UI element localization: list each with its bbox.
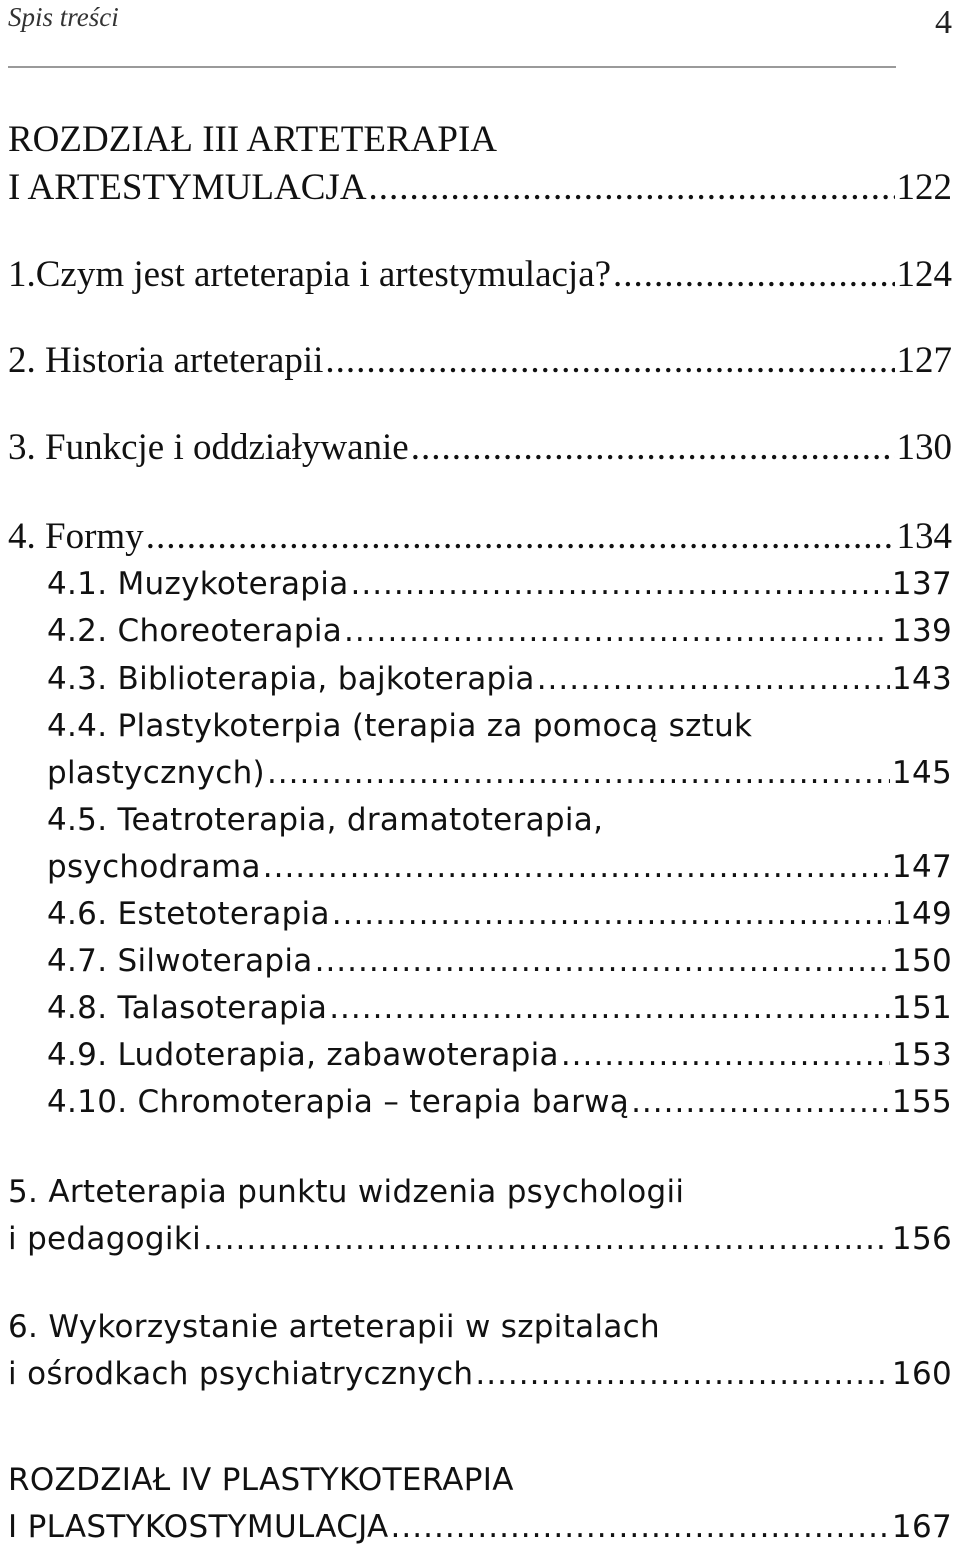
toc-entry-2[interactable] — [8, 338, 952, 384]
toc-entry-text: i pedagogiki — [8, 1221, 201, 1257]
leader-dots — [332, 891, 890, 937]
running-header-title: Spis treści — [8, 2, 119, 32]
toc-entry-text: plastycznych) — [47, 755, 265, 791]
toc-entry-text: 4.1. Muzykoterapia — [47, 566, 349, 602]
leader-dots — [344, 608, 890, 654]
toc-entry-4-9[interactable] — [47, 1032, 952, 1078]
toc-entry-page: 143 — [891, 661, 952, 697]
leader-dots — [391, 1504, 890, 1550]
toc-entry-3[interactable] — [8, 425, 952, 471]
page-header — [8, 0, 952, 66]
chapter-3-title: ROZDZIAŁ III ARTETERAPIA — [8, 119, 497, 160]
leader-dots — [631, 1079, 890, 1125]
toc-entry-page: 130 — [896, 427, 952, 468]
toc-entry-4-5-title: 4.5. Teatroterapia, dramatoterapia, — [47, 802, 604, 838]
toc-entry-page: 124 — [896, 254, 952, 295]
leader-dots — [537, 656, 890, 702]
toc-entry-6-title: 6. Wykorzystanie arteterapii w szpitalach — [8, 1309, 660, 1345]
toc-entry-4-2[interactable] — [47, 608, 952, 654]
toc-entry-4-5[interactable] — [47, 844, 952, 890]
leader-dots — [411, 425, 895, 471]
toc-entry-text: 4.8. Talasoterapia — [47, 990, 328, 1026]
toc-entry-4-6[interactable] — [47, 891, 952, 937]
toc-entry-page: 139 — [891, 613, 952, 649]
toc-entry-text: 1.Czym jest arteterapia i artestymulacja? — [8, 254, 612, 295]
toc-entry-page: 137 — [891, 566, 952, 602]
toc-entry-text: 2. Historia arteterapii — [8, 340, 324, 381]
leader-dots — [325, 338, 894, 384]
leader-dots — [475, 1351, 890, 1397]
toc-entry-5[interactable] — [8, 1216, 952, 1262]
toc-entry-page: 127 — [896, 340, 952, 381]
toc-entry-page: 160 — [891, 1356, 952, 1392]
toc-entry-6[interactable] — [8, 1351, 952, 1397]
toc-entry-page: 122 — [896, 167, 952, 208]
toc-entry-4-1[interactable] — [47, 561, 952, 607]
leader-dots — [561, 1032, 890, 1078]
toc-entry-text: 4.6. Estetoterapia — [47, 896, 330, 932]
leader-dots — [203, 1216, 890, 1262]
toc-entry-text: 4.9. Ludoterapia, zabawoterapia — [47, 1037, 559, 1073]
toc-entry-page: 147 — [891, 849, 952, 885]
toc-entry-4-10[interactable] — [47, 1079, 952, 1125]
toc-entry-page: 151 — [891, 990, 952, 1026]
toc-entry-4-3[interactable] — [47, 656, 952, 702]
toc-entry-1[interactable] — [8, 252, 952, 298]
toc-entry-page: 145 — [891, 755, 952, 791]
toc-entry-text: 4.7. Silwoterapia — [47, 943, 313, 979]
leader-dots — [613, 252, 894, 298]
toc-entry-page: 149 — [891, 896, 952, 932]
toc-entry-page: 134 — [896, 516, 952, 557]
toc-entry-4-4[interactable] — [47, 750, 952, 796]
toc-entry-page: 150 — [891, 943, 952, 979]
toc-entry-text: i ośrodkach psychiatrycznych — [8, 1356, 474, 1392]
leader-dots — [146, 514, 895, 560]
leader-dots — [315, 938, 890, 984]
toc-entry-page: 167 — [891, 1509, 952, 1545]
leader-dots — [267, 750, 890, 796]
toc-entry-text: I PLASTYKOSTYMULACJA — [8, 1509, 389, 1545]
chapter-4-title: ROZDZIAŁ IV PLASTYKOTERAPIA — [8, 1462, 514, 1498]
toc-entry-text: psychodrama — [47, 849, 261, 885]
toc-entry-page: 155 — [891, 1084, 952, 1120]
toc-entry-5-title: 5. Arteterapia punktu widzenia psychologii — [8, 1174, 685, 1210]
toc-entry-text: 4.2. Choreoterapia — [47, 613, 343, 649]
toc-entry-chapter-3[interactable] — [8, 165, 952, 211]
toc-entry-page: 153 — [891, 1037, 952, 1073]
toc-entry-text: 4. Formy — [8, 516, 144, 557]
toc-entry-page: 156 — [891, 1221, 952, 1257]
toc-entry-chapter-4[interactable] — [8, 1504, 952, 1550]
toc-entry-4[interactable] — [8, 514, 952, 560]
header-rule — [8, 66, 896, 68]
toc-entry-4-8[interactable] — [47, 985, 952, 1031]
leader-dots — [329, 985, 890, 1031]
leader-dots — [263, 844, 890, 890]
toc-entry-text: 4.10. Chromoterapia – terapia barwą — [47, 1084, 630, 1120]
toc-entry-text: 4.3. Biblioterapia, bajkoterapia — [47, 661, 535, 697]
toc-entry-text: 3. Funkcje i oddziaływanie — [8, 427, 409, 468]
leader-dots — [369, 165, 895, 211]
leader-dots — [351, 561, 890, 607]
page-number: 4 — [935, 4, 952, 41]
toc-entry-text: I ARTESTYMULACJA — [8, 167, 367, 208]
toc-entry-4-7[interactable] — [47, 938, 952, 984]
toc-entry-4-4-title: 4.4. Plastykoterpia (terapia za pomocą sztuk — [47, 708, 753, 744]
